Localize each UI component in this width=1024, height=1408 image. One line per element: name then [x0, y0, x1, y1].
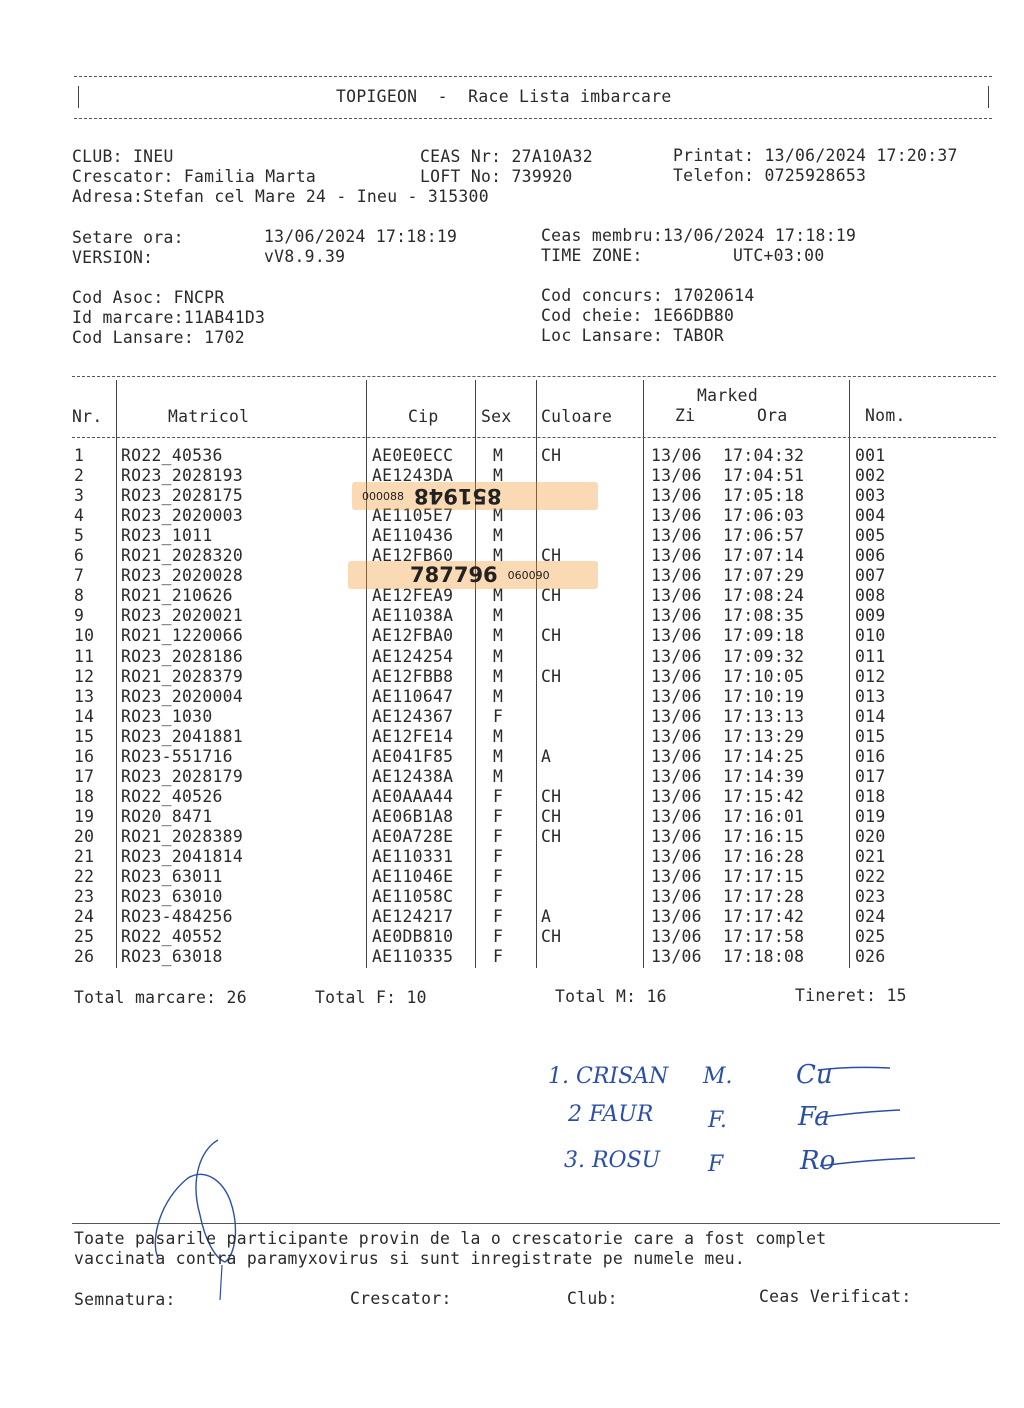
semnatura-label: Semnatura:	[74, 1290, 176, 1309]
cell-nr: 10	[74, 626, 95, 646]
cell-cip: AE0E0ECC	[372, 446, 454, 465]
crescator-field: Crescator: Familia Marta	[72, 167, 317, 186]
cell-nr: 7	[74, 566, 85, 586]
ceas-field: CEAS Nr: 27A10A32	[420, 147, 593, 166]
cell-zi: 13/06	[651, 847, 702, 866]
handwritten-signature-2: Fa	[798, 1102, 830, 1132]
handwritten-place-3: 3. ROSU	[564, 1148, 661, 1173]
cell-zi: 13/06	[651, 686, 702, 706]
cell-ora: 17:09:18	[723, 626, 805, 646]
cell-ora: 17:16:01	[723, 806, 805, 826]
cell-nom: 018	[855, 786, 886, 806]
handwritten-place-2: 2 FAUR	[568, 1102, 654, 1127]
cell-zi: 13/06	[651, 826, 702, 846]
cell-zi: 13/06	[651, 666, 702, 686]
cell-sex: F	[493, 806, 504, 826]
cell-zi: 13/06	[651, 867, 702, 887]
cell-sex: F	[493, 826, 504, 846]
cell-nr: 11	[74, 646, 95, 666]
cell-matricol: RO23_2020003	[121, 506, 244, 526]
cell-matricol: RO21_2028320	[121, 546, 244, 566]
cell-culoare: CH	[541, 586, 562, 606]
cell-zi: 13/06	[651, 706, 702, 726]
cell-nr: 8	[74, 586, 85, 606]
cell-sex: F	[493, 786, 504, 806]
cell-culoare: CH	[541, 446, 562, 465]
cell-cip: AE11058C	[372, 887, 454, 907]
cell-ora: 17:14:25	[723, 746, 805, 766]
cell-sex: M	[493, 526, 504, 546]
cell-zi: 13/06	[651, 746, 702, 766]
cell-zi: 13/06	[651, 606, 702, 626]
cell-ora: 17:10:05	[723, 666, 805, 686]
cell-sex: F	[493, 867, 504, 887]
cell-nom: 014	[855, 706, 886, 726]
cell-nom: 007	[855, 566, 886, 586]
cell-culoare: CH	[541, 826, 562, 846]
cell-cip: AE110436	[372, 526, 454, 546]
cell-cip: AE12FBA0	[372, 626, 454, 646]
cell-matricol: RO23_2028179	[121, 766, 244, 786]
cell-nr: 22	[74, 867, 95, 887]
cell-nr: 16	[74, 746, 95, 766]
cell-culoare: CH	[541, 546, 562, 566]
cell-zi: 13/06	[651, 486, 702, 506]
handwritten-signature-3: Ro	[800, 1146, 836, 1176]
cod-lansare-field: Cod Lansare: 1702	[72, 328, 245, 347]
cell-nom: 017	[855, 766, 886, 786]
cell-zi: 13/06	[651, 726, 702, 746]
cell-cip: AE0AAA44	[372, 786, 454, 806]
cell-nr: 3	[74, 486, 85, 506]
cell-ora: 17:10:19	[723, 686, 805, 706]
cell-nr: 14	[74, 706, 95, 726]
ceas-verificat-label: Ceas Verificat:	[759, 1287, 912, 1306]
cell-zi: 13/06	[651, 786, 702, 806]
header-culoare: Culoare	[541, 407, 613, 426]
cell-sex: M	[493, 666, 504, 686]
cell-matricol: RO22_40552	[121, 927, 223, 947]
cell-nr: 2	[74, 466, 85, 486]
cell-nom: 005	[855, 526, 886, 546]
cell-zi: 13/06	[651, 566, 702, 586]
cell-matricol: RO23-551716	[121, 746, 233, 766]
cell-cip: AE110647	[372, 686, 454, 706]
cell-zi: 13/06	[651, 947, 702, 967]
cell-nom: 008	[855, 586, 886, 606]
cell-sex: F	[493, 706, 504, 726]
page-title: TOPIGEON - Race Lista imbarcare	[336, 87, 672, 106]
cell-sex: M	[493, 646, 504, 666]
cell-ora: 17:14:39	[723, 766, 805, 786]
cell-nr: 20	[74, 826, 95, 846]
timezone-value: UTC+03:00	[733, 246, 825, 265]
crescator-label: Crescator:	[350, 1289, 452, 1308]
cell-nom: 016	[855, 746, 886, 766]
cell-ora: 17:07:29	[723, 566, 805, 586]
statement-line-1: Toate pasarile participante provin de la o crescatorie care a fost complet	[74, 1229, 827, 1248]
cell-matricol: RO23_2020004	[121, 686, 244, 706]
cell-ora: 17:07:14	[723, 546, 805, 566]
header-ora: Ora	[757, 406, 788, 425]
cell-matricol: RO23_2041881	[121, 726, 244, 746]
cell-ora: 17:17:28	[723, 887, 805, 907]
cell-nom: 022	[855, 867, 886, 887]
cod-asoc-field: Cod Asoc: FNCPR	[72, 288, 225, 307]
header-nom: Nom.	[865, 406, 906, 425]
cell-matricol: RO21_1220066	[121, 626, 244, 646]
cell-sex: M	[493, 466, 504, 486]
stamp-2-number: 787796	[410, 563, 498, 587]
cell-cip: AE12FE14	[372, 726, 454, 746]
cell-matricol: RO23_2041814	[121, 847, 244, 866]
cell-sex: M	[493, 686, 504, 706]
total-f: Total F: 10	[315, 988, 427, 1007]
cell-matricol: RO23-484256	[121, 907, 233, 927]
cell-zi: 13/06	[651, 466, 702, 486]
header-zi: Zi	[675, 406, 696, 425]
cell-cip: AE12FBB8	[372, 666, 454, 686]
cell-zi: 13/06	[651, 586, 702, 606]
cell-ora: 17:17:42	[723, 907, 805, 927]
cell-nom: 013	[855, 686, 886, 706]
cell-nr: 12	[74, 666, 95, 686]
header-matricol: Matricol	[168, 407, 250, 426]
cell-culoare: CH	[541, 927, 562, 947]
cell-culoare: CH	[541, 786, 562, 806]
cell-zi: 13/06	[651, 806, 702, 826]
cell-ora: 17:18:08	[723, 947, 805, 967]
cell-ora: 17:13:29	[723, 726, 805, 746]
cell-cip: AE124217	[372, 907, 454, 927]
cell-sex: F	[493, 847, 504, 866]
cell-cip: AE110335	[372, 947, 454, 967]
cell-nr: 9	[74, 606, 85, 626]
cell-nom: 026	[855, 947, 886, 967]
cell-matricol: RO23_1030	[121, 706, 213, 726]
cell-ora: 17:13:13	[723, 706, 805, 726]
handwritten-signature-1: Cu	[796, 1060, 833, 1090]
loft-field: LOFT No: 739920	[420, 167, 573, 186]
cell-ora: 17:17:15	[723, 867, 805, 887]
cell-nr: 18	[74, 786, 95, 806]
cell-matricol: RO23_2028186	[121, 646, 244, 666]
cell-matricol: RO23_63011	[121, 867, 223, 887]
cell-ora: 17:16:15	[723, 826, 805, 846]
cell-matricol: RO23_1011	[121, 526, 213, 546]
cell-nom: 020	[855, 826, 886, 846]
cell-nom: 025	[855, 927, 886, 947]
cell-nom: 011	[855, 646, 886, 666]
cell-cip: AE041F85	[372, 746, 454, 766]
setare-value: 13/06/2024 17:18:19	[264, 227, 458, 246]
cell-ora: 17:06:03	[723, 506, 805, 526]
cell-culoare: A	[541, 907, 552, 927]
cell-matricol: RO21_210626	[121, 586, 233, 606]
cell-nom: 006	[855, 546, 886, 566]
header-marked: Marked	[697, 386, 759, 405]
total-marcare: Total marcare: 26	[74, 988, 247, 1007]
id-marcare-field: Id marcare:11AB41D3	[72, 308, 266, 327]
cell-nom: 021	[855, 847, 886, 866]
header-cip: Cip	[408, 407, 439, 426]
header-sex: Sex	[481, 407, 512, 426]
cell-zi: 13/06	[651, 907, 702, 927]
cell-nom: 003	[855, 486, 886, 506]
cell-cip: AE124367	[372, 706, 454, 726]
cell-matricol: RO21_2028389	[121, 826, 244, 846]
cell-matricol: RO22_40526	[121, 786, 223, 806]
timezone-label: TIME ZONE:	[541, 246, 643, 265]
cell-cip: AE110331	[372, 847, 454, 866]
handwritten-sex-1: M.	[703, 1064, 733, 1089]
cell-ora: 17:06:57	[723, 526, 805, 546]
cell-nr: 17	[74, 766, 95, 786]
cell-nom: 004	[855, 506, 886, 526]
cell-nom: 001	[855, 446, 886, 465]
stamp-2-small: 060090	[507, 568, 550, 582]
cell-nr: 13	[74, 686, 95, 706]
cell-zi: 13/06	[651, 526, 702, 546]
cell-matricol: RO22_40536	[121, 446, 223, 465]
cell-sex: M	[493, 446, 504, 465]
cell-ora: 17:15:42	[723, 786, 805, 806]
cell-sex: F	[493, 907, 504, 927]
tineret: Tineret: 15	[795, 986, 907, 1005]
cell-sex: M	[493, 766, 504, 786]
cell-sex: M	[493, 606, 504, 626]
cell-matricol: RO23_63010	[121, 887, 223, 907]
cell-ora: 17:04:32	[723, 446, 805, 465]
handwritten-place-1: 1. CRISAN	[548, 1064, 669, 1089]
cell-sex: M	[493, 746, 504, 766]
cell-zi: 13/06	[651, 626, 702, 646]
cell-nr: 21	[74, 847, 95, 866]
cell-zi: 13/06	[651, 546, 702, 566]
cell-sex: F	[493, 887, 504, 907]
handwritten-sex-2: F.	[708, 1108, 727, 1133]
cell-zi: 13/06	[651, 506, 702, 526]
setare-label: Setare ora:	[72, 228, 184, 247]
cell-cip: AE11046E	[372, 867, 454, 887]
cell-cip: AE0DB810	[372, 927, 454, 947]
cell-ora: 17:08:24	[723, 586, 805, 606]
cell-nom: 015	[855, 726, 886, 746]
cell-nr: 23	[74, 887, 95, 907]
ceas-membru-field: Ceas membru:13/06/2024 17:18:19	[541, 226, 857, 245]
stamp-1-number: 851948	[414, 484, 502, 508]
cell-matricol: RO23_2020028	[121, 566, 244, 586]
cell-matricol: RO23_2020021	[121, 606, 244, 626]
total-m: Total M: 16	[555, 987, 667, 1006]
cell-zi: 13/06	[651, 887, 702, 907]
cell-cip: AE12FB60	[372, 546, 454, 566]
cell-nom: 023	[855, 887, 886, 907]
cell-nom: 012	[855, 666, 886, 686]
header-nr: Nr.	[72, 407, 103, 426]
cod-concurs-field: Cod concurs: 17020614	[541, 286, 755, 305]
cell-zi: 13/06	[651, 446, 702, 465]
cell-nr: 15	[74, 726, 95, 746]
cell-culoare: CH	[541, 626, 562, 646]
cell-ora: 17:04:51	[723, 466, 805, 486]
adresa-field: Adresa:Stefan cel Mare 24 - Ineu - 315300	[72, 187, 489, 206]
cell-matricol: RO23_63018	[121, 947, 223, 967]
cell-nr: 1	[74, 446, 85, 465]
cell-sex: F	[493, 947, 504, 967]
cell-nr: 24	[74, 907, 95, 927]
cell-sex: M	[493, 546, 504, 566]
cell-nom: 010	[855, 626, 886, 646]
cell-zi: 13/06	[651, 646, 702, 666]
cell-sex: M	[493, 726, 504, 746]
footer-rule	[72, 1223, 1000, 1224]
version-value: vV8.9.39	[264, 247, 346, 266]
cell-cip: AE0A728E	[372, 826, 454, 846]
cell-culoare: CH	[541, 806, 562, 826]
cell-sex: M	[493, 586, 504, 606]
cell-ora: 17:16:28	[723, 847, 805, 866]
telefon-field: Telefon: 0725928653	[673, 166, 867, 185]
cell-matricol: RO23_2028193	[121, 466, 244, 486]
cell-cip: AE11038A	[372, 606, 454, 626]
cell-nom: 019	[855, 806, 886, 826]
cell-ora: 17:09:32	[723, 646, 805, 666]
cell-zi: 13/06	[651, 766, 702, 786]
cell-nom: 024	[855, 907, 886, 927]
cell-nr: 4	[74, 506, 85, 526]
cell-nom: 009	[855, 606, 886, 626]
cell-ora: 17:17:58	[723, 927, 805, 947]
cod-cheie-field: Cod cheie: 1E66DB80	[541, 306, 735, 325]
cell-ora: 17:05:18	[723, 486, 805, 506]
version-label: VERSION:	[72, 248, 154, 267]
loc-lansare-field: Loc Lansare: TABOR	[541, 326, 725, 345]
cell-ora: 17:08:35	[723, 606, 805, 626]
handwritten-sex-3: F	[708, 1152, 724, 1177]
cell-matricol: RO21_2028379	[121, 666, 244, 686]
cell-culoare: A	[541, 746, 552, 766]
club-label: Club:	[567, 1289, 618, 1308]
cell-nr: 26	[74, 947, 95, 967]
cell-matricol: RO20_8471	[121, 806, 213, 826]
cell-sex: M	[493, 506, 504, 526]
cell-cip: AE12FEA9	[372, 586, 454, 606]
cell-nr: 19	[74, 806, 95, 826]
cell-cip: AE124254	[372, 646, 454, 666]
cell-nr: 5	[74, 526, 85, 546]
cell-nom: 002	[855, 466, 886, 486]
club-field: CLUB: INEU	[72, 147, 174, 166]
cell-cip: AE12438A	[372, 766, 454, 786]
cell-matricol: RO23_2028175	[121, 486, 244, 506]
stamp-1-small: 000088	[362, 489, 404, 503]
cell-cip: AE1105E7	[372, 506, 454, 526]
statement-line-2: vaccinata contra paramyxovirus si sunt inregistrate pe numele meu.	[74, 1249, 746, 1268]
cell-sex: F	[493, 927, 504, 947]
cell-cip: AE06B1A8	[372, 806, 454, 826]
cell-zi: 13/06	[651, 927, 702, 947]
printat-field: Printat: 13/06/2024 17:20:37	[673, 146, 958, 165]
cell-sex: M	[493, 626, 504, 646]
cell-cip: AE1243DA	[372, 466, 454, 486]
cell-nr: 6	[74, 546, 85, 566]
cell-culoare: CH	[541, 666, 562, 686]
cell-nr: 25	[74, 927, 95, 947]
